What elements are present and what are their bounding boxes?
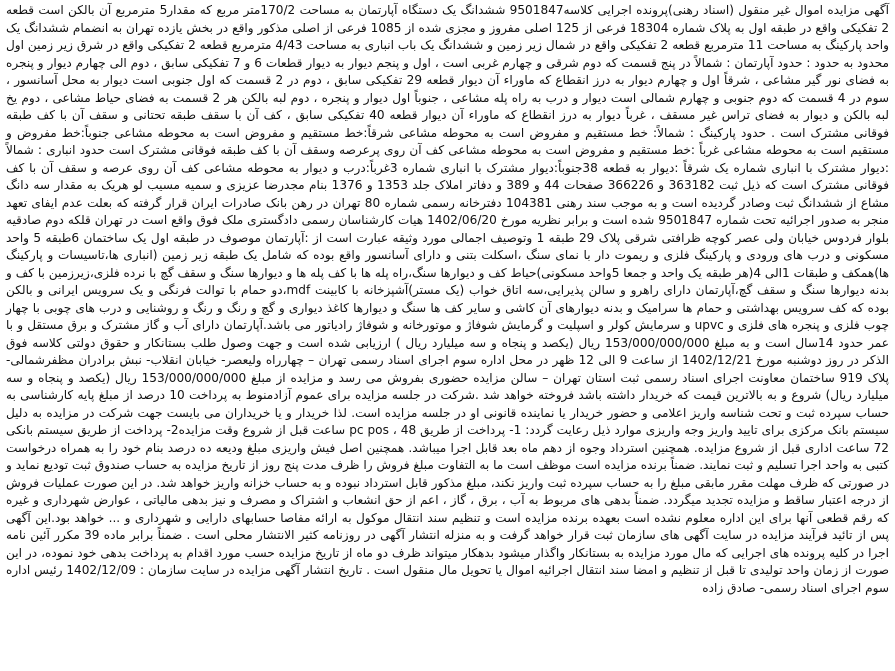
notice-body: آگهی مزایده اموال غیر منقول (اسناد رهنی)پرونده اجرایی کلاسه9501847 ششدانگ یک دستگاه آپارتمان به مساحت 170/2متر مربع که مقدار5 مترمربع آن بالکن است قطعه 2 تفکیکی واقع در طبقه اول به پلاک شماره 18304 فرعی از 125 اصلی مفروز و مجزی شده از 1085 فرعی از اصلی مذکور واقع در بخش یازده تهران به انضمام ششدانگ یک واحد پارکینگ به مساحت 11 مترمربع قطعه 2 تفکیکی واقع در شمال زیر زمین و ششدانگ یک باب انباری به مساحت 4/43 مترمربع قطعه 2 تفکیکی واقع در شرق زیر زمین اول محدود به حدود : حدود آپارتمان : شمالاً در پنج قسمت که دوم شرقی و چهارم غربی است ، اول و پنجم دیوار به دیوار قطعات 6 و 7 تفکیکی سابق ، دوم الی چهارم دیوار و پنجره به فضای نور گیر مشاعی ، شرقاً اول و چهارم دیوار به درز انقطاع که ماوراء آن دیوار قطعه 29 تفکیکی سابق ، دوم در 2 قسمت که اول جنوبی است دیوار به محل آسانسور ، سوم در 4 قسمت که دوم جنوبی و چهارم شمالی است دیوار و درب به راه پله مشاعی ، جنوباً اول دیوار و پنجره ، دوم لبه بالکن هر 2 قسمت به فضای حیاط مشاعی ، دوم یخ لبه بالکن و دیوار به فضای تراس غیر مسقف ، غرباً دیوار به درز انقطاع که ماوراء آن دیوار قطعه 40 تفکیکی سابق ، کف آن با سقف طبقه تحتانی و سقف آن با کف طبقه فوقانی مشترک است . حدود پارکینگ : شمالاً: خط مستقیم و مفروض است به محوطه مشاعی شرقاً:خط مستقیم و مفروض است به محوطه مشاعی جنوباً:خط مفروض و مستقیم است به محوطه مشاعی غرباً :خط مستقیم و مفروض است به محوطه مشاعی کف آن روی پرعرصه وسقف آن با کف طبقه فوقانی مشترک است حدود انباری : شمالاً :دیوار مشترک با انباری شماره یک شرقاً :دیوار به قطعه 38جنوباً:دیوار مشترک با انباری شماره 3غرباً:درب و دیوار به محوطه مشاعی کف آن روی عرصه و سقف آن با کف فوقانی مشترک است که ذیل ثبت 363182 و 366226 صفحات 44 و 389 و دفاتر املاک جلد 1353 و 1376 بنام مجدرضا عزیزی و سمیه مسیب لو هریک به مقدار سه دانگ مشاع از ششدانگ ثبت وصادر گردیده است و به موجب سند رهنی 104381 دفترخانه رسمی شماره 80 تهران در رهن بانک صادرات ایران قرار گرفته که بعلت عدم ایفای تعهد منجر به صدور اجرائیه تحت شماره 9501847 شده است و برابر نظریه مورخ 1402/06/20 هیات کارشناسان رسمی دادگستری ملک فوق واقع است در تهران قلکه دوم صادقیه بلوار فردوس خیابان ولی عصر کوچه ظرافتی شرقی پلاک 29 طبقه 1 وتوصیف اجمالی مورد وثیقه عبارت است از :آپارتمان موصوف در طبقه اول یک ساختمان 6طبقه 5 واحد مسکونی و درب های ورودی و پارکینگ فلزی و ریموت دار با نمای سنگ ،اسکلت بتنی و دارای آسانسور واقع بوده که شامل یک طبقه زیر زمین (انباری ها،تاسیسات و پارکینگ ها)همکف و طبقات 1الی 4(هر طبقه یک واحد و جمعا 5واحد مسکونی)حیاط کف و دیوارها سنگ،راه پله ها با کف پله ها و دیوارها سنگ و سقف گچ با نرده فلزی،زیرزمین با کف و بدنه دیوارها سنگ و سقف گچ،آپارتمان دارای راهرو و سالن پذیرایی،سه اتاق خواب (یک مستر)آشپزخانه با کابینت mdf،دو حمام با توالت فرنگی و یک سرویس ایرانی و بالکن بوده که کف سرویس بهداشتی و حمام ها سرامیک و بدنه دیوارهای آن کاشی و سایر کف ها سنگ و دیوارها کاغذ دیواری و گچ و رنگ و رنگ و روشنایی و درب های چوبی با چهار چوب فلزی و پنجره های فلزی و upvc و سرمایش کولر و اسپلیت و گرمایش شوفاژ و موتورخانه و شوفاژ رادیاتور می باشد.آپارتمان دارای آب و گاز مشترک و برق مستقل و با عمر حدود 14سال است و به مبلغ 153/000/000/000 ریال (یکصد و پنجاه و سه میلیارد ریال ) ارزیابی شده است و جهت وصول طلب بستانکار و حقوق دولتی کلاسه فوق الذکر در روز دوشنبه مورخ 1402/12/21 از ساعت 9 الی 12 ظهر در محل اداره سوم اجرای اسناد رسمی تهران – چهارراه ولیعصر- خیابان انقلاب- نبش برادران مظفرشمالی- پلاک 919 ساختمان معاونت اجرای اسناد رسمی ثبت استان تهران – سالن مزایده حضوری بفروش می رسد و مزایده از مبلغ 153/000/000/000 ریال (یکصد و پنجاه و سه میلیارد ریال) شروع و به بالاترین قیمت که خریدار داشته باشد فروخته خواهد شد .شرکت در جلسه مزایده برای عموم آزادمنوط به پرداخت 10 درصد از مبلغ پایه کارشناسی به حساب سپرده ثبت و تحت شناسه واریز اعلامی و حضور خریدار یا نماینده قانونی او در جلسه مزایده است. لذا خریدار و یا خریداران می بایست جهت شرکت در مزایده به دلیل سیستم بانک مرکزی برای تایید واریز وجه واریزی موارد ذیل رعایت گردد: 1- پرداخت از طریق pc pos ، 48 ساعت قبل از شروع وقت مزایده2- پرداخت از طریق سیستم بانکی 72 ساعت اداری قبل از شروع مزایده. همچنین استرداد وجوه از دهم ماه بعد قابل اجرا میباشد. همچنین اصل فیش واریزی مبلغ ودیعه ده درصد بنام خود را به همراه درخواست کتبی به واحد اجرا تسلیم و ثبت نمایند. ضمناً برنده مزایده است موظف است ما به التفاوت مبلغ فروش را ظرف مدت پنج روز از تاریخ مزایده به حساب صندوق ثبت تودیع نماید و در صورتی که ظرف مهلت مقرر مابقی مبلغ را به حساب سپرده ثبت واریز نکند، مبلغ مذکور قابل استرداد نبوده و به حساب خزانه واریز خواهد شد. در این صورت عملیات فروش از درجه اعتبار ساقط و مزایده تجدید میگردد. ضمناً بدهی های مربوط به آب ، برق ، گاز ، اعم از حق انشعاب و اشتراک و مصرف و نیز بدهی مالیاتی ، عوارض شهرداری و غیره که رقم قطعی آنها برای این اداره معلوم نشده است بعهده برنده مزایده است و تنظیم سند انتقال موکول به ارائه مفاصا حسابهای دارایی و شهرداری و ... خواهد بود.این آگهی پس از تائید فرآیند مزایده در سایت آگهی های سازمان ثبت قرار خواهد گرفت و به منزله انتشار آگهی در روزنامه کثیر الانتشار محلی است . ضمناً برابر ماده 39 مکرر آئین نامه اجرا در کلیه پرونده های اجرایی که مال مورد مزایده به بستانکار واگذار میشود بدهکار میتواند ظرف دو ماه از تاریخ مزایده حسب مورد اقدام به پرداخت بدهی خود نموده، در این صورت از زمان واحد تولیدی تا قبل از تنظیم و امضا سند انتقال اجرائیه اموال یا تحویل مال منقول است . تاریخ انتشار آگهی مزایده در سایت سازمان : 1402/12/09 رئیس اداره سوم اجرای اسناد رسمی- صادق زاده	[6, 3, 890, 595]
